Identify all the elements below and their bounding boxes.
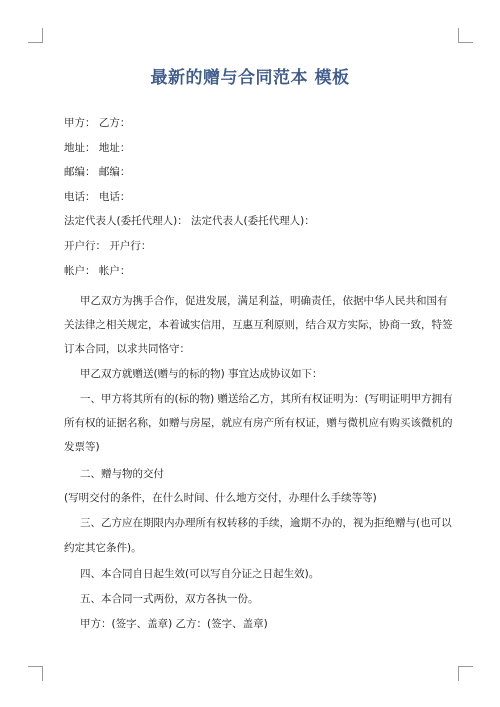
crop-mark-bottom-right [458,666,473,681]
preamble-line-3: 订本合同，以求共同恪守： [64,343,190,355]
crop-mark-top-left [28,28,43,43]
clause-1-line-3: 发票等) [64,441,100,453]
crop-mark-top-right [458,28,473,43]
clause-2-detail: (写明交付的条件，在什么时间、什么地方交付，办理什么手续等等) [64,492,377,504]
clause-4: 四、本合同自日起生效(可以写自分证之日起生效)。 [80,568,320,580]
account-line: 帐户： 帐户： [64,265,131,277]
preamble-line-2: 关法律之相关规定，本着诚实信用，互惠互利原则，结合双方实际，协商一致，特签 [64,319,453,331]
party-line: 甲方： 乙方： [64,117,131,129]
clause-5: 五、本合同一式两份，双方各执一份。 [80,593,259,605]
address-line: 地址： 地址： [64,142,131,154]
clause-3-line-1: 三、乙方应在期限内办理所有权转移的手续，逾期不办的，视为拒绝赠与(也可以 [80,517,452,529]
phone-line: 电话： 电话： [64,191,131,203]
document-title: 最新的赠与合同范本 模板 [150,68,350,88]
bank-line: 开户行： 开户行： [64,240,152,252]
postcode-line: 邮编： 邮编： [64,166,131,178]
signature-line: 甲方：(签字、盖章) 乙方：(签字、盖章) [80,618,268,630]
clause-3-line-2: 约定其它条件)。 [64,542,142,554]
clause-2-heading: 二、赠与物的交付 [80,468,164,480]
clause-1-line-1: 一、甲方将其所有的(标的物) 赠送给乙方，其所有权证明为：(写明证明甲方拥有 [80,393,453,405]
clause-1-line-2: 所有权的证据名称，如赠与房屋，就应有房产所有权证，赠与微机应有购买该微机的 [64,417,453,429]
preamble-line-1: 甲乙双方为携手合作，促进发展，满足利益，明确责任，依据中华人民共和国有 [80,295,448,307]
legal-rep-line: 法定代表人(委托代理人)： 法定代表人(委托代理人)： [64,215,315,227]
crop-mark-bottom-left [28,666,43,681]
agreement-intro: 甲乙双方就赠送(赠与的标的物) 事宜达成协议如下： [80,368,323,380]
